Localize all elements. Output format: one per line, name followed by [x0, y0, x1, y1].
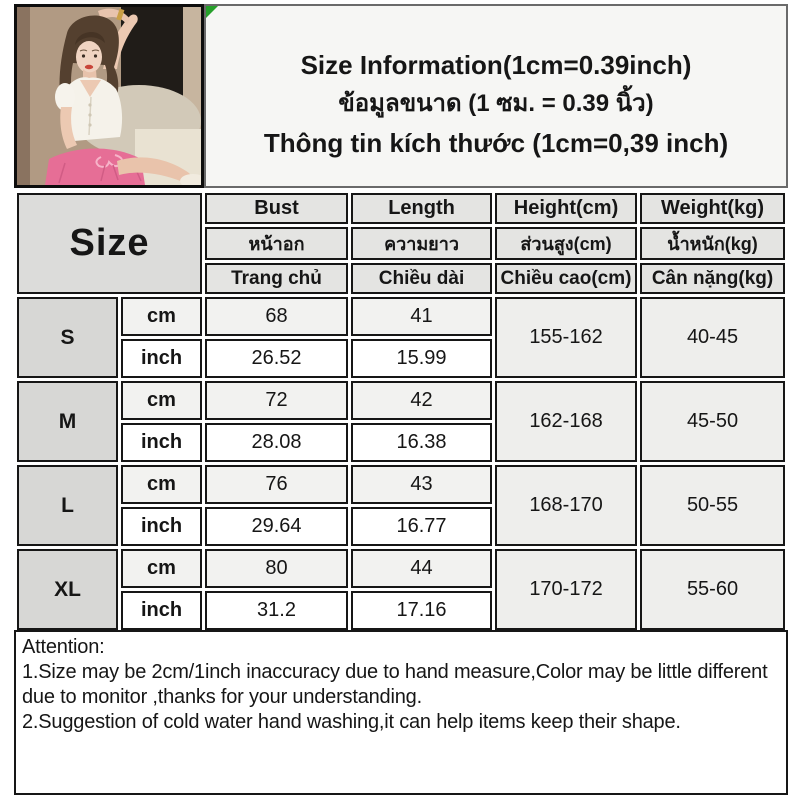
length-cm-value: 43: [351, 465, 492, 504]
size-label-s: S: [17, 297, 118, 378]
bust-cm-value: 80: [205, 549, 348, 588]
title-vietnamese: Thông tin kích thước (1cm=0,39 inch): [263, 128, 729, 158]
title-english: Size Information(1cm=0.39inch): [300, 50, 692, 80]
length-inch-value: 17.16: [351, 591, 492, 630]
size-header-cell: Size: [17, 193, 202, 294]
row-m-cm: [17, 381, 785, 420]
header-height-vi: Chiều cao(cm): [495, 263, 637, 294]
unit-cm: cm: [121, 297, 202, 336]
height-value: 162-168: [495, 381, 637, 462]
attention-note: [14, 630, 788, 795]
bust-inch-value: 29.64: [205, 507, 348, 546]
unit-cm: cm: [121, 465, 202, 504]
bust-cm-value: 76: [205, 465, 348, 504]
size-label-m: M: [17, 381, 118, 462]
weight-value: 50-55: [640, 465, 785, 546]
size-table: [14, 190, 788, 633]
header-bust-vi: Trang chủ: [205, 263, 348, 294]
title-thai: ข้อมูลขนาด (1 ซม. = 0.39 นิ้ว): [338, 90, 654, 117]
header-length-vi: Chiều dài: [351, 263, 492, 294]
length-cm-value: 41: [351, 297, 492, 336]
unit-inch: inch: [121, 423, 202, 462]
row-l-cm: [17, 465, 785, 504]
attention-item-2: 2.Suggestion of cold water hand washing,it can help items keep their shape.: [22, 711, 681, 733]
title-box: [204, 4, 788, 188]
length-cm-value: 44: [351, 549, 492, 588]
unit-cm: cm: [121, 549, 202, 588]
row-xl-cm: [17, 549, 785, 588]
row-s-cm: [17, 297, 785, 336]
height-value: 155-162: [495, 297, 637, 378]
bust-cm-value: 68: [205, 297, 348, 336]
unit-inch: inch: [121, 339, 202, 378]
header-bust-en: Bust: [205, 193, 348, 224]
model-photo: [14, 4, 204, 188]
height-value: 168-170: [495, 465, 637, 546]
length-inch-value: 15.99: [351, 339, 492, 378]
weight-value: 55-60: [640, 549, 785, 630]
height-value: 170-172: [495, 549, 637, 630]
header-length-th: ความยาว: [351, 227, 492, 260]
header-weight-th: น้ำหนัก(kg): [640, 227, 785, 260]
header-bust-th: หน้าอก: [205, 227, 348, 260]
bust-inch-value: 28.08: [205, 423, 348, 462]
length-cm-value: 42: [351, 381, 492, 420]
bust-inch-value: 26.52: [205, 339, 348, 378]
weight-value: 40-45: [640, 297, 785, 378]
attention-item-1: 1.Size may be 2cm/1inch inaccuracy due to hand measure,Color may be little different due to monitor ,thanks for your understanding.: [22, 661, 768, 708]
bust-cm-value: 72: [205, 381, 348, 420]
size-label-l: L: [17, 465, 118, 546]
bust-inch-value: 31.2: [205, 591, 348, 630]
header-row-english: [17, 193, 785, 224]
length-inch-value: 16.77: [351, 507, 492, 546]
unit-inch: inch: [121, 591, 202, 630]
header-height-th: ส่วนสูง(cm): [495, 227, 637, 260]
excel-error-indicator-icon: [206, 6, 218, 18]
model-photo-illustration: [17, 7, 201, 185]
header-height-en: Height(cm): [495, 193, 637, 224]
attention-heading: Attention:: [22, 636, 105, 658]
size-label-xl: XL: [17, 549, 118, 630]
length-inch-value: 16.38: [351, 423, 492, 462]
unit-cm: cm: [121, 381, 202, 420]
header-weight-vi: Cân nặng(kg): [640, 263, 785, 294]
unit-inch: inch: [121, 507, 202, 546]
header-length-en: Length: [351, 193, 492, 224]
header-weight-en: Weight(kg): [640, 193, 785, 224]
weight-value: 45-50: [640, 381, 785, 462]
